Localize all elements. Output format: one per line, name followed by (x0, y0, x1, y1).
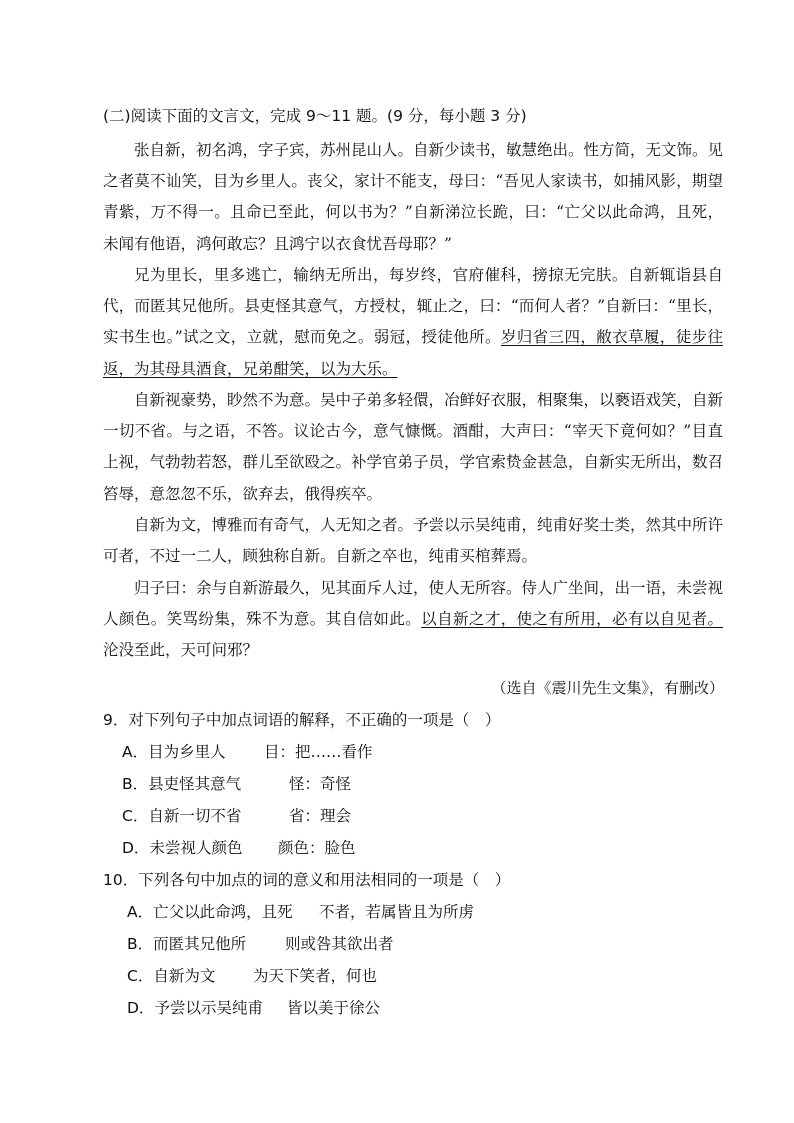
question-10-option-c[interactable] (127, 966, 378, 986)
question-9-option-c[interactable] (122, 806, 352, 826)
option-sentence: 予尝以示吴纯甫 (154, 999, 263, 1017)
passage-paragraph-5 (103, 573, 723, 667)
question-9-option-d[interactable] (122, 838, 356, 858)
question-9-stem: 9．对下列句子中加点词语的解释，不正确的一项是（ ） (103, 711, 501, 729)
option-letter: D． (127, 999, 155, 1017)
question-9-option-a[interactable] (122, 742, 373, 762)
option-gloss: 省：理会 (289, 807, 352, 825)
underlined-sentence-2: 以自新之才，使之有所用，必有以自见者。 (421, 610, 723, 629)
option-gloss: 不者，若属皆且为所虏 (319, 903, 475, 921)
option-gloss: 皆以美于徐公 (287, 999, 381, 1017)
option-letter: A． (127, 903, 154, 921)
passage-paragraph-3: 自新视豪势，眇然不为意。吴中子弟多轻儇，冶鲜好衣服，相聚集，以褻语戏笑，自新一切不省。与之语，不答。议论古今，意气慷慨。酒酣，大声曰：“宰天下竟何如？”目直上视，气勃勃若怒，群儿至欲殴之。补学官弟子员，学官索贽金甚急，自新实无所出，数召笞辱，意忽忽不乐，欲弃去，俄得疾卒。 (103, 391, 724, 503)
passage-paragraph-4: 自新为文，博雅而有奇气，人无知之者。予尝以示吴纯甫，纯甫好奖士类，然其中所许可者，不过一二人，顾独称自新。自新之卒也，纯甫买棺葬焉。 (103, 516, 724, 566)
passage-paragraph-2-text: 兄为里长，里多逃亡，输纳无所出，每岁终，官府催科，搒掠无完肤。自新辄诣县自代，而匿其兄他所。县吏怪其意气，方授杖，辄止之，曰：“而何人者？”自新曰：“里长，实书生也。”试之文，立就，慰而免之。弱冠，授徒他所。 (103, 266, 723, 347)
option-sentence: 目为乡里人 (148, 743, 226, 761)
option-letter: C． (127, 967, 154, 985)
option-letter: D． (122, 839, 150, 857)
option-sentence: 自新为文 (153, 967, 216, 985)
option-gloss: 则或咎其欲出者 (285, 935, 394, 953)
option-letter: B． (122, 775, 149, 793)
option-gloss: 为天下笑者，何也 (253, 967, 378, 985)
option-sentence: 亡父以此命鸿，且死 (153, 903, 293, 921)
passage-paragraph-5-text: 归子曰：余与自新游最久，见其面斥人过，使人无所容。侍人广坐间，出一语，未尝视人颜色。笑骂纷集，殊不为意。其自信如此。 (103, 579, 724, 629)
passage-paragraph-2 (103, 260, 723, 385)
question-10-stem: 10．下列各句中加点的词的意义和用法相同的一项是（ ） (103, 871, 511, 889)
question-9-option-b[interactable] (122, 774, 352, 794)
section-heading: (二)阅读下面的文言文，完成 9～11 题。(9 分，每小题 3 分) (103, 107, 527, 125)
option-sentence: 自新一切不省 (148, 807, 242, 825)
question-10-option-b[interactable] (127, 934, 394, 954)
option-gloss: 怪：奇怪 (289, 775, 352, 793)
question-10-option-d[interactable] (127, 998, 381, 1018)
option-gloss: 颜色：脸色 (278, 839, 356, 857)
question-10-option-a[interactable] (127, 902, 475, 922)
passage-paragraph-1: 张自新，初名鸿，字子宾，苏州昆山人。自新少读书，敏慧绝出。性方简，无文饰。见之者莫不讪笑，目为乡里人。丧父，家计不能支，母曰：“吾见人家读书，如捕风影，期望青紫，万不得一。且命已至此，何以书为？”自新涕泣长跪，曰：“亡父以此命鸿，且死，未闻有他语，鸿何敢忘？且鸿宁以衣食忧吾母耶？” (103, 141, 724, 253)
option-letter: C． (122, 807, 149, 825)
option-sentence: 而匿其兄他所 (153, 935, 247, 953)
option-letter: A． (122, 743, 149, 761)
option-sentence: 未尝视人颜色 (149, 839, 243, 857)
option-letter: B． (127, 935, 154, 953)
option-gloss: 目：把……看作 (264, 743, 373, 761)
source-citation: （选自《震川先生文集》，有删改） (491, 679, 724, 697)
underlined-sentence-1: 岁归省三四，敝衣草履，徒步往返，为其母具酒食，兄弟酣笑，以为大乐。 (103, 328, 723, 378)
passage-paragraph-5-end: 沦没至此，天可问邪？ (103, 641, 259, 660)
option-sentence: 县吏怪其意气 (148, 775, 242, 793)
